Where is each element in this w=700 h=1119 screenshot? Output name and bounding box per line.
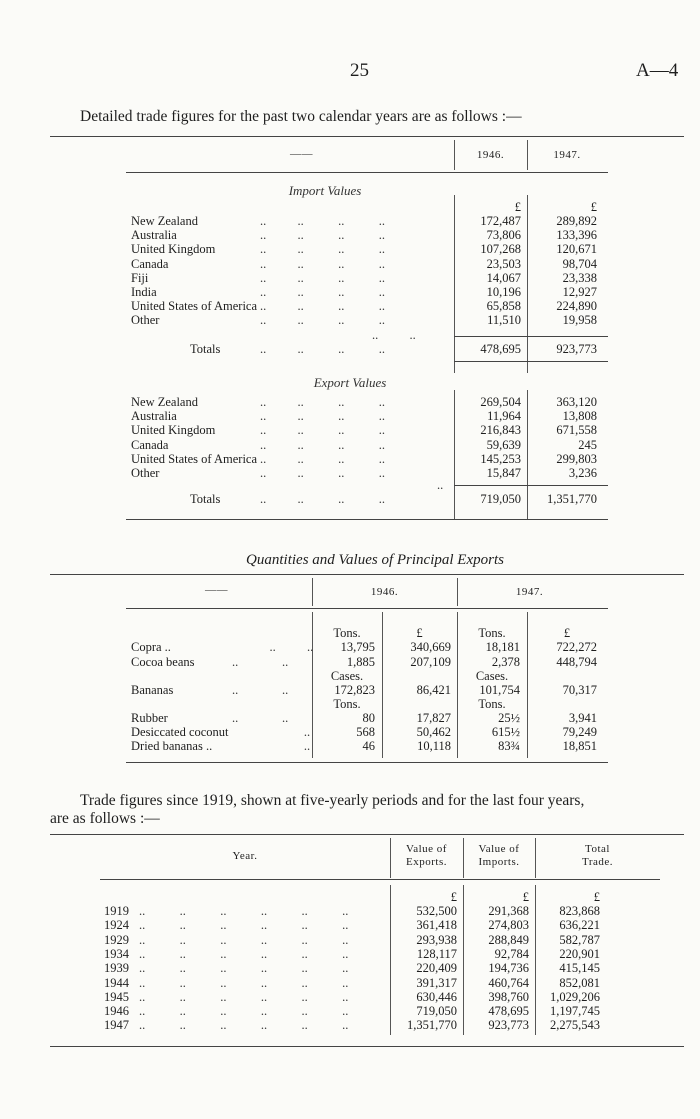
leader-dots: .. .. <box>232 655 289 669</box>
header-line: Imports. <box>478 856 520 868</box>
leader-dots: .. .. .. .. .. .. <box>139 1004 349 1019</box>
currency-symbol: £ <box>450 890 457 904</box>
principal-item: Desiccated coconut <box>131 725 229 739</box>
history-imports: 291,368 <box>488 904 529 918</box>
export-value-1946: 145,253 <box>480 451 521 466</box>
export-totals-label: Totals <box>190 492 221 506</box>
principal-qty-1947: 2,378 <box>491 655 520 669</box>
import-country: United Kingdom <box>131 242 216 257</box>
principal-stub-header: —— <box>205 584 228 596</box>
leader-dots: .. .. .. .. .. .. <box>139 961 349 976</box>
principal-value-1947: 70,317 <box>562 683 597 697</box>
leader-dots: .. .. .. .. <box>260 423 385 438</box>
history-year: 1924 <box>104 918 129 933</box>
principal-qty-1947: 83¾ <box>498 739 520 753</box>
export-value-1946: 269,504 <box>480 395 521 409</box>
principal-item: Cocoa beans <box>131 655 195 669</box>
history-total: 582,787 <box>559 932 600 947</box>
principal-qty-1947: 615½ <box>491 725 520 739</box>
import-value-1947: 19,958 <box>562 313 597 328</box>
principal-value-1946: 207,109 <box>410 655 451 669</box>
leader-dots: .. .. .. .. .. .. <box>139 989 349 1004</box>
leader-dots: .. <box>437 478 444 492</box>
export-value-1947: 299,803 <box>556 451 597 466</box>
leader-dots: .. .. .. .. <box>260 395 385 409</box>
history-total: 852,081 <box>559 975 600 990</box>
export-country: Other <box>131 466 160 480</box>
history-imports: 194,736 <box>488 961 529 976</box>
trade-col-1946: 1946. <box>476 149 505 161</box>
unit-tons: Tons. <box>333 626 361 640</box>
header-line: Total <box>585 843 610 855</box>
principal-value-1947: 448,794 <box>556 655 597 669</box>
currency-symbol: £ <box>416 626 423 640</box>
import-total-1946: 478,695 <box>480 342 521 356</box>
principal-qty-1946: 80 <box>362 711 375 725</box>
principal-qty-1946: 172,823 <box>334 683 375 697</box>
leader-dots: .. .. .. .. <box>260 437 385 452</box>
unit-tons: Tons. <box>333 697 361 711</box>
history-imports: 923,773 <box>488 1018 529 1033</box>
unit-tons: Tons. <box>478 697 506 711</box>
leader-dots: .. .. .. .. <box>260 214 385 228</box>
history-total: 2,275,543 <box>550 1018 600 1033</box>
export-values-title: Export Values <box>313 375 387 390</box>
principal-qty-1946: 568 <box>356 725 375 739</box>
import-country: United States of America <box>131 299 258 314</box>
leader-dots: .. .. <box>232 640 314 654</box>
import-value-1947: 289,892 <box>556 214 597 228</box>
history-total: 1,197,745 <box>550 1004 600 1019</box>
leader-dots: .. .. <box>232 683 289 697</box>
history-exports: 391,317 <box>416 975 457 990</box>
import-totals-label: Totals <box>190 342 221 356</box>
history-imports: 460,764 <box>488 975 529 990</box>
currency-symbol: £ <box>593 890 600 904</box>
export-country: United States of America <box>131 451 258 466</box>
export-value-1946: 15,847 <box>486 466 521 480</box>
currency-symbol: £ <box>590 200 597 214</box>
principal-col-1946: 1946. <box>370 586 399 598</box>
leader-dots: .. .. .. .. <box>260 270 385 285</box>
principal-col-1947: 1947. <box>515 586 544 598</box>
history-imports: 398,760 <box>488 989 529 1004</box>
history-intro-line-1: Trade figures since 1919, shown at five-yearly periods and for the last four years, <box>80 792 585 809</box>
intro-text: Detailed trade figures for the past two calendar years are as follows :— <box>80 108 522 125</box>
leader-dots: .. .. .. .. <box>260 409 385 424</box>
principal-qty-1947: 25½ <box>498 711 520 725</box>
import-values-title: Import Values <box>288 183 362 198</box>
history-total: 220,901 <box>559 946 600 961</box>
currency-symbol: £ <box>563 626 571 640</box>
history-col-year: Year. <box>232 850 258 862</box>
principal-item: Copra .. <box>131 640 171 654</box>
history-exports: 361,418 <box>416 918 457 933</box>
principal-value-1947: 79,249 <box>562 725 597 739</box>
history-imports: 274,803 <box>488 918 529 933</box>
history-exports: 293,938 <box>416 932 457 947</box>
import-value-1946: 10,196 <box>486 285 521 299</box>
leader-dots: .. .. .. .. .. .. <box>139 904 349 918</box>
principal-value-1946: 17,827 <box>416 711 451 725</box>
trade-stub-header: —— <box>290 148 313 160</box>
principal-qty-1946: 1,885 <box>346 655 375 669</box>
import-value-1946: 14,067 <box>486 270 521 285</box>
export-value-1947: 671,558 <box>556 423 597 438</box>
leader-dots: .. .. .. .. <box>260 256 385 271</box>
export-value-1946: 11,964 <box>487 409 521 424</box>
history-year: 1947 <box>104 1018 129 1033</box>
header-line: Exports. <box>406 856 447 868</box>
principal-exports-title: Quantities and Values of Principal Exports <box>246 552 504 568</box>
import-value-1947: 12,927 <box>562 285 597 299</box>
leader-dots: .. .. .. .. <box>260 492 385 506</box>
leader-dots: .. .. .. .. <box>260 342 385 356</box>
principal-qty-1947: 101,754 <box>479 683 520 697</box>
history-exports: 532,500 <box>416 904 457 918</box>
principal-value-1947: 722,272 <box>556 640 597 654</box>
import-country: New Zealand <box>131 214 198 228</box>
leader-dots: .. <box>232 725 311 739</box>
history-intro-line-2: are as follows :— <box>50 810 160 827</box>
import-value-1946: 73,806 <box>486 228 521 243</box>
history-total: 636,221 <box>559 918 600 933</box>
export-value-1947: 13,808 <box>562 409 597 424</box>
import-value-1946: 65,858 <box>486 299 521 314</box>
history-total: 823,868 <box>559 904 600 918</box>
history-imports: 288,849 <box>488 932 529 947</box>
export-value-1946: 59,639 <box>486 437 521 452</box>
history-exports: 630,446 <box>416 989 457 1004</box>
history-exports: 1,351,770 <box>407 1018 457 1033</box>
principal-value-1946: 50,462 <box>416 725 451 739</box>
leader-dots: .. .. .. .. .. .. <box>139 975 349 990</box>
import-value-1947: 133,396 <box>556 228 597 243</box>
document-reference: A—4 <box>636 60 679 81</box>
import-country: Other <box>131 313 160 328</box>
import-country: Canada <box>131 256 169 271</box>
header-line: Value of <box>478 843 520 855</box>
principal-value-1947: 3,941 <box>568 711 597 725</box>
import-value-1947: 98,704 <box>562 256 597 271</box>
export-value-1947: 245 <box>578 437 597 452</box>
import-value-1947: 23,338 <box>562 270 597 285</box>
export-country: United Kingdom <box>131 423 216 438</box>
history-year: 1919 <box>104 904 129 918</box>
leader-dots: .. .. .. .. <box>260 228 385 243</box>
import-country: Australia <box>131 228 177 243</box>
principal-value-1946: 340,669 <box>410 640 451 654</box>
header-line: Value of <box>406 843 447 855</box>
export-country: New Zealand <box>131 395 198 409</box>
history-imports: 92,784 <box>494 946 529 961</box>
principal-qty-1946: 13,795 <box>340 640 375 654</box>
leader-dots: .. .. <box>232 711 289 725</box>
history-year: 1945 <box>104 989 129 1004</box>
leader-dots: .. .. .. .. <box>260 466 385 480</box>
import-country: India <box>131 285 157 299</box>
import-value-1947: 120,671 <box>556 242 597 257</box>
history-year: 1929 <box>104 932 129 947</box>
unit-tons: Tons. <box>478 626 506 640</box>
leader-dots: .. .. .. .. <box>260 242 385 257</box>
import-value-1946: 23,503 <box>486 256 521 271</box>
history-year: 1944 <box>104 975 129 990</box>
leader-dots: .. .. .. .. .. .. <box>139 918 349 933</box>
import-value-1946: 172,487 <box>480 214 521 228</box>
import-value-1946: 107,268 <box>480 242 521 257</box>
export-total-1947: 1,351,770 <box>547 492 597 506</box>
page-number: 25 <box>350 60 369 81</box>
history-total: 415,145 <box>559 961 600 976</box>
import-value-1947: 224,890 <box>556 299 597 314</box>
export-country: Australia <box>131 409 177 424</box>
history-exports: 220,409 <box>416 961 457 976</box>
header-line: Trade. <box>581 856 613 868</box>
principal-qty-1947: 18,181 <box>485 640 520 654</box>
history-imports: 478,695 <box>488 1004 529 1019</box>
leader-dots: .. .. .. .. .. .. <box>139 932 349 947</box>
leader-dots: .. .. .. .. <box>260 451 385 466</box>
leader-dots: .. .. <box>372 328 416 342</box>
export-value-1946: 216,843 <box>480 423 521 438</box>
principal-item: Rubber <box>131 711 168 725</box>
currency-symbol: £ <box>522 890 529 904</box>
history-col-total <box>535 843 660 869</box>
export-total-1946: 719,050 <box>480 492 521 506</box>
history-col-exports <box>390 843 463 869</box>
export-country: Canada <box>131 437 169 452</box>
principal-item: Dried bananas .. <box>131 739 213 753</box>
export-value-1947: 363,120 <box>556 395 597 409</box>
history-year: 1939 <box>104 961 129 976</box>
history-year: 1946 <box>104 1004 129 1019</box>
import-value-1946: 11,510 <box>487 313 521 328</box>
leader-dots: .. .. .. .. .. .. <box>139 1018 349 1033</box>
principal-item: Bananas <box>131 683 174 697</box>
currency-symbol: £ <box>514 200 521 214</box>
leader-dots: .. .. .. .. <box>260 299 385 314</box>
leader-dots: .. <box>232 739 311 753</box>
principal-qty-1946: 46 <box>362 739 375 753</box>
history-exports: 128,117 <box>416 946 457 961</box>
principal-value-1947: 18,851 <box>562 739 597 753</box>
import-total-1947: 923,773 <box>556 342 597 356</box>
leader-dots: .. .. .. .. .. .. <box>139 946 349 961</box>
export-value-1947: 3,236 <box>568 466 597 480</box>
history-exports: 719,050 <box>416 1004 457 1019</box>
unit-cases: Cases. <box>330 669 364 683</box>
principal-value-1946: 10,118 <box>417 739 451 753</box>
history-total: 1,029,206 <box>550 989 600 1004</box>
trade-col-1947: 1947. <box>553 149 581 161</box>
history-col-imports <box>463 843 535 869</box>
unit-cases: Cases. <box>475 669 509 683</box>
leader-dots: .. .. .. .. <box>260 313 385 328</box>
leader-dots: .. .. .. .. <box>260 285 385 299</box>
import-country: Fiji <box>131 270 149 285</box>
history-year: 1934 <box>104 946 129 961</box>
principal-value-1946: 86,421 <box>416 683 451 697</box>
